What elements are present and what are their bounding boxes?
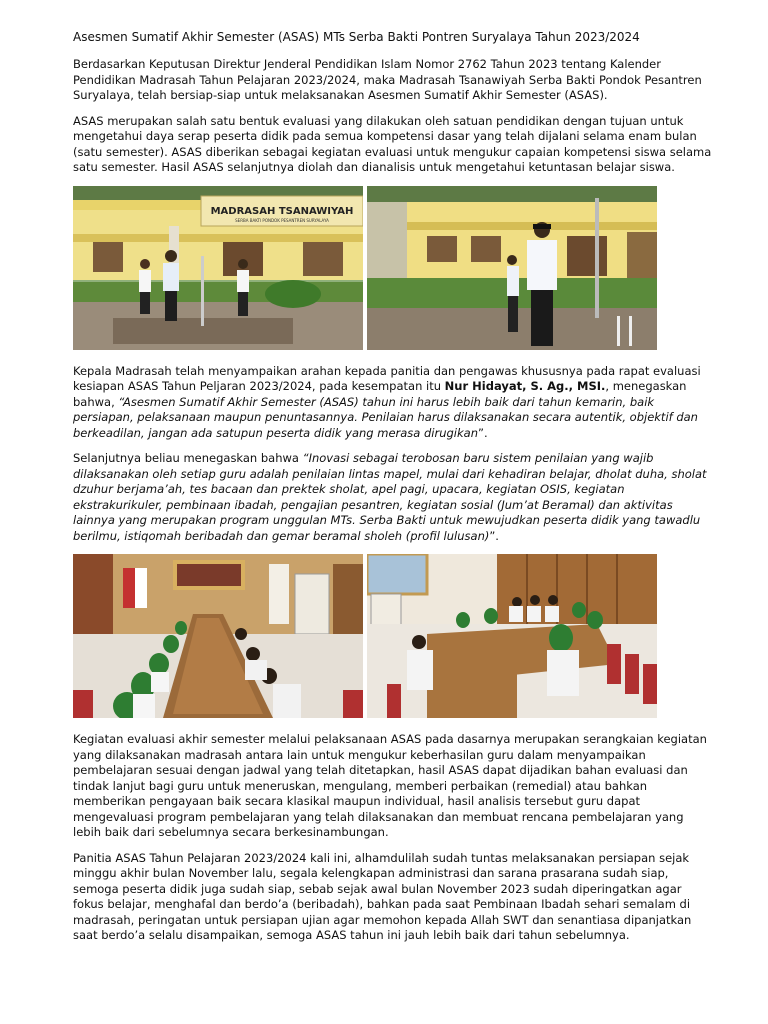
paragraph-3 [73, 364, 713, 442]
paragraph-4-lead: Selanjutnya beliau menegaskan bahwa [73, 451, 303, 465]
photo-row-meeting [73, 554, 713, 718]
innovation-quote: “Inovasi sebagai terobosan baru sistem penilaian yang wajib dilaksanakan oleh setiap guru adalah penilaian lintas mapel, mulai dari kehadiran belajar, dholat duha, sholat dzuhur berjama’ah, tes bacaan dan prektek sholat, apel pagi, upacara, kegiatan OSIS, kegiatan ekstrakurikuler, pembinaan ibadah, pengajian pesantren, kegiatan sosial (Jum’at Beramal) dan aktivitas lainnya yang merupakan program unggulan MTs. Serba Bakti untuk mewujudkan peserta didik yang tawadlu berilmu, istiqomah beribadah dan gemar beramal sholeh (profil lulusan) [73, 451, 707, 543]
paragraph-5: Kegiatan evaluasi akhir semester melalui pelaksanaan ASAS pada dasarnya merupakan serangkaian kegiatan yang dilaksanakan madrasah antara lain untuk mengukur keberhasilan guru dalam menyampaikan pembelajaran sesuai dengan jadwal yang telah ditetapkan, hasil ASAS dapat dijadikan bahan evaluasi dan tindak lanjut bagi guru untuk meneruskan, mengulang, memberi perbaikan (remedial) atau bahkan memberikan pengayaan baik secara klasikal maupun individual, hasil analisis tersebut guru dapat mengevaluasi program pembelajaran yang telah dilaksanakan dan membuat rencana pembelajaran yang lebih baik dari sebelumnya secara berkesinambungan. [73, 732, 707, 839]
article [73, 30, 713, 954]
photo-ceremony-wide [73, 186, 363, 350]
headmaster-quote: “Asesmen Sumatif Akhir Semester (ASAS) tahun ini harus lebih baik dari tahun kemarin, baik persiapan, pelaksanaan maupun penuntasannya. Penilaian harus dilaksanakan secara autentik, objektif dan berkeadilan, jangan ada satupun peserta didik yang merasa dirugikan [73, 394, 698, 440]
school-sign-subtext: SERBA BAKTI PONDOK PESANTREN SURYALAYA [235, 217, 329, 223]
paragraph-4-end: ”. [489, 528, 499, 543]
article-title: Asesmen Sumatif Akhir Semester (ASAS) MTs Serba Bakti Pontren Suryalaya Tahun 2023/2024 [73, 30, 640, 44]
paragraph-4 [73, 451, 713, 544]
paragraph-6: Panitia ASAS Tahun Pelajaran 2023/2024 kali ini, alhamdulilah sudah tuntas melaksanakan persiapan sejak minggu akhir bulan November lalu, segala kelengkapan administrasi dan sarana prasarana sudah siap, semoga peserta didik juga sudah siap, sebab sejak awal bulan November 2023 sudah diperingatkan agar fokus belajar, menghafal dan berdo’a (beribadah), bahkan pada saat Pembinaan Ibadah sehari semalam di madrasah, peringatan untuk persiapan ujian agar memohon kepada Allah SWT dan senantiasa dipanjatkan saat berdo’a selalu disampaikan, semoga ASAS tahun ini jauh lebih baik dari tahun sebelumnya. [73, 850, 692, 942]
paragraph-2: ASAS merupakan salah satu bentuk evaluasi yang dilakukan oleh satuan pendidikan dengan tujuan untuk mengetahui daya serap peserta didik pada semua kompetensi dasar yang telah dijalani selama enam bulan (satu semester). ASAS diberikan sebagai kegiatan evaluasi untuk mengukur capaian kompetensi siswa selama satu semester. Hasil ASAS selanjutnya diolah dan dianalisis untuk mengetahui ketuntasan belajar siswa. [73, 113, 712, 174]
headmaster-name: Nur Hidayat, S. Ag., MSI. [444, 379, 606, 393]
school-sign-text: MADRASAH TSANAWIYAH [210, 205, 354, 217]
photo-headmaster-speech [367, 186, 657, 350]
photo-meeting-long-table [73, 554, 363, 718]
photo-row-ceremony [73, 186, 713, 350]
photo-meeting-room [367, 554, 657, 718]
paragraph-3-mid: , menegaskan bahwa, [73, 379, 687, 409]
paragraph-1: Berdasarkan Keputusan Direktur Jenderal Pendidikan Islam Nomor 2762 Tahun 2023 tentang Kalender Pendidikan Madrasah Tahun Pelajaran 2023/2024, maka Madrasah Tsanawiyah Serba Bakti Pondok Pesantren Suryalaya, telah bersiap-siap untuk melaksanakan Asesmen Sumatif Akhir Semester (ASAS). [73, 57, 702, 102]
paragraph-3-lead: Kepala Madrasah telah menyampaikan arahan kepada panitia dan pengawas khususnya pada rapat evaluasi kesiapan ASAS Tahun Peljaran 2023/2024, pada kesempatan itu [73, 363, 701, 393]
paragraph-3-end: ”. [478, 425, 488, 440]
